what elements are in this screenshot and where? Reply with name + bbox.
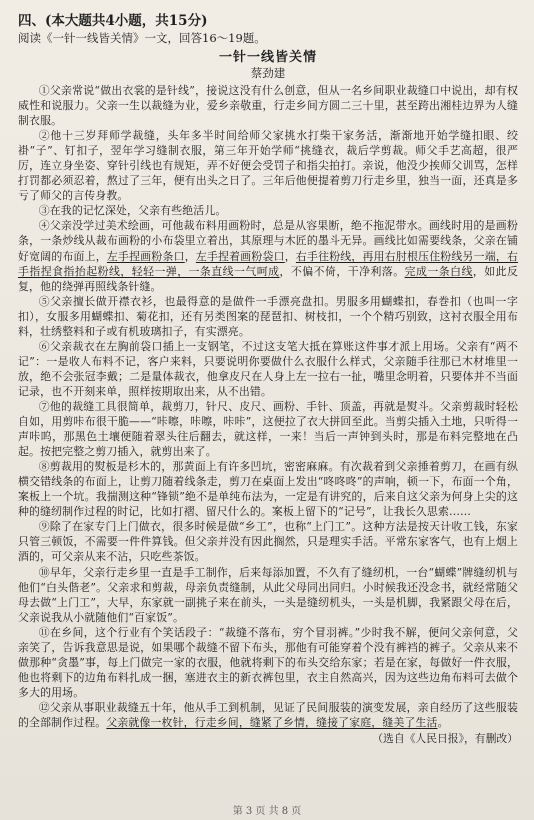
paragraph-text: ⑥父亲裁衣在左胸前袋口插上一支钢笔，不过这支笔大抵在算账这件事才派上用场。父亲有“两不记”：一是收人布料不记，客户来料，只要说明你要做什么衣服什么样式，父亲随手往那已木材堆里一放，绝不会张冠李戴；二是量体裁衣，他拿皮尺在人身上左一拉右一扯，嘴里念明着，只要体并不当面记录，也不开刻来单，照样按期取出来，从不出错。 — [18, 339, 518, 398]
article-paragraph — [18, 128, 518, 203]
paragraph-text: ⑧剪裁用的熨板是杉木的，那黄面上有许多凹坑，密密麻麻。有次裁着到父亲捶着剪刀，在画有纵横交错线条的布面上，让剪刀随着线条走，剪刀在桌面上发出“咚咚咚”的声响，顿一下，布面一个角，案板上一个坑。我揣测这种“锋锁”绝不是单纯布法为，一定是有讲究的，后来自这父亲为何身上尖的这种的缝纫制作过程的时记，比如打褶、留尺什么的。案板上留下的“记号”，让我长久思索…… — [18, 460, 518, 519]
paragraph-text: ，不偏不倚，干净利落。 — [279, 264, 405, 278]
underlined-sentence: 右手往粉线，再用右肘根压住粉线另一端，右手指捏食指抬起粉线，轻轻一弹，一条直线一气呵成 — [18, 249, 519, 278]
paragraph-text: ，如此反复，他的绕弹再照线条针缝。 — [18, 264, 518, 293]
article-paragraph — [18, 339, 518, 399]
section-header: 四、(本大题共4小题，共15分) — [18, 13, 208, 29]
paragraph-text: ⑩早年，父亲行走乡里一直是手工制作，后来每添加置，不久有了缝纫机，一台“蝴蝶”牌缝纫机与他们“白头偕老”。父亲求和剪裁，母亲负责缝制，从此父母同出同归。小时候我还没念书，就经常随父母去做“上门工”，大早，东家就一副挑子来在前头，一头是缝纫机头，一头是机脚，我紧跟父母在后，父亲说我从小就随他们“百家饭”。 — [18, 565, 518, 624]
paragraph-text: ⑫父亲从事职业裁缝五十年，他从手工到机制，见证了民间服装的演变发展，亲自经历了这些服装的全部制作过程。 — [18, 700, 518, 729]
paragraph-text: ⑤父亲擅长做开襟衣衫，也最得意的是做件一手漂亮盘扣。男服多用蝴蝶扣，春巻扣（也叫一字扣），女服多用蝴蝶扣、菊花扣，还有另类图案的琵琶扣、树枝扣，一个个精巧别致，这衬衣服全用布料，壮绣整料和子或有机玻璃扣子，有实漂亮。 — [18, 294, 518, 338]
article-body — [18, 83, 518, 730]
underlined-sentence: 完成一条白线 — [404, 264, 473, 278]
page-footer: 第 3 页 共 8 页 — [232, 806, 302, 817]
underlined-sentence: 左手捏画粉条口 — [106, 249, 185, 263]
article-paragraph — [18, 294, 518, 339]
article-paragraph — [18, 565, 518, 625]
article-paragraph — [18, 218, 518, 293]
paragraph-text: ， — [184, 249, 196, 263]
article-title: 一针一线皆关情 — [218, 50, 317, 65]
article-paragraph — [18, 625, 518, 700]
paragraph-text: ⑨除了在家专门上门做衣，很多时候是做“乡工”，也称“上门工”。这种方法是按天计收工钱，东家只管三顿饭，不需要一件件算钱。但父亲并没有因此搁然，只是理实手活。平常东家客气，也有上烟上酒的，可父亲从来不沾，只吃些茶饭。 — [18, 520, 518, 564]
reading-instruction: 阅读《一针一线皆关情》一文，回答16～19题。 — [18, 31, 266, 45]
article-author: 蔡劲建 — [250, 66, 286, 80]
paragraph-text: ①父亲常说“做出衣裳的是针线”，接说这没有什么创意，但从一名乡间职业裁缝口中说出，却有权威性和说服力。父亲一生以裁缝为业，爱乡亲敬重，行走乡间方圆二三十里，甚至跨出湘桂边界为人缝制衣服。 — [18, 84, 518, 128]
article-paragraph — [18, 203, 518, 218]
article-paragraph — [18, 83, 518, 128]
article-paragraph — [18, 700, 518, 730]
paragraph-text: ④父亲没学过美术绘画，可他裁布料用画粉时，总是从容果断，绝不拖泥带水。画线时用的是画粉条，一条炒线从裁布画粉的小布袋里立着出，其原理与木匠的墨斗无异。画线比如需要线条，父亲在铺好宽阔的布面上， — [18, 219, 518, 263]
paragraph-text: ②他十三岁拜师学裁缝，头年多半时间给师父家挑水打柴干家务活，渐渐地开始学缝扣眼、绞褂“子”、钉扣子，翌年学习缝制衣服，第三年开始学师“挑缝衣，裁后学剪裁。师父手艺高超，很严厉，连立身坐姿、穿针引线也有规矩，弄不好便会受罚子和指尖拍打。亲说，他没少挨师父训骂，怎样打罚都必须忍着，熬过了三年，便有出头之日了。三年后他便提着剪刀行走乡里，独当一面，还真是多亏了师父的言传身教。 — [18, 129, 518, 203]
article-paragraph — [18, 399, 518, 459]
article-paragraph — [18, 519, 518, 564]
paragraph-text: ， — [284, 249, 296, 263]
paragraph-text: ⑪在乡间，这个行业有个笑话段子：“裁缝不落布，穷个冒羽裤。”少时我不解，便问父亲何意，父亲笑了，告诉我意思是说，如果哪个裁缝不留下布头，那他有可能穿着个没有裤裆的裤子。父亲从来不做那种“贪墨”事，每上门做完一家的衣服，他就将剩下的布头交给东家；若是在家，每做好一件衣服，他也将剩下的边角布料扎成一捆，塞进衣主的新衣裤包里，衣主自然高兴，因为这些边角布料可去做个多大的用场。 — [18, 625, 518, 699]
article-paragraph — [18, 459, 518, 519]
paragraph-text: ⑦他的裁缝工具很简单，裁剪刀，针尺、皮尺、画粉、手针、顶盖，再就是熨斗。父亲剪裁时轻松自如，用剪咔布很干脆——“咔嚓，咔嚓，咔咔”，这便拉了衣大拼回至此。当剪尖插入土地，只听得一声咔呜，那黑色土壤便随着翠头往后翻去，就这样，一来！当后一声钟到头时，那是布料完整地在凸起。按把完整之剪刀插入，就剪出来了。 — [18, 399, 518, 459]
underlined-sentence: 左手捏着画粉袋口 — [195, 249, 285, 263]
article-source: （选自《人民日报》，有删改） — [372, 732, 518, 746]
paragraph-text: ③在我的记忆深处，父亲有些绝活儿。 — [38, 204, 227, 218]
paragraph-text: 。 — [437, 715, 449, 729]
underlined-sentence: 父亲就像一枚针，行走乡间，缝紧了乡情，缝接了家庭，缝美了生活 — [106, 715, 438, 729]
